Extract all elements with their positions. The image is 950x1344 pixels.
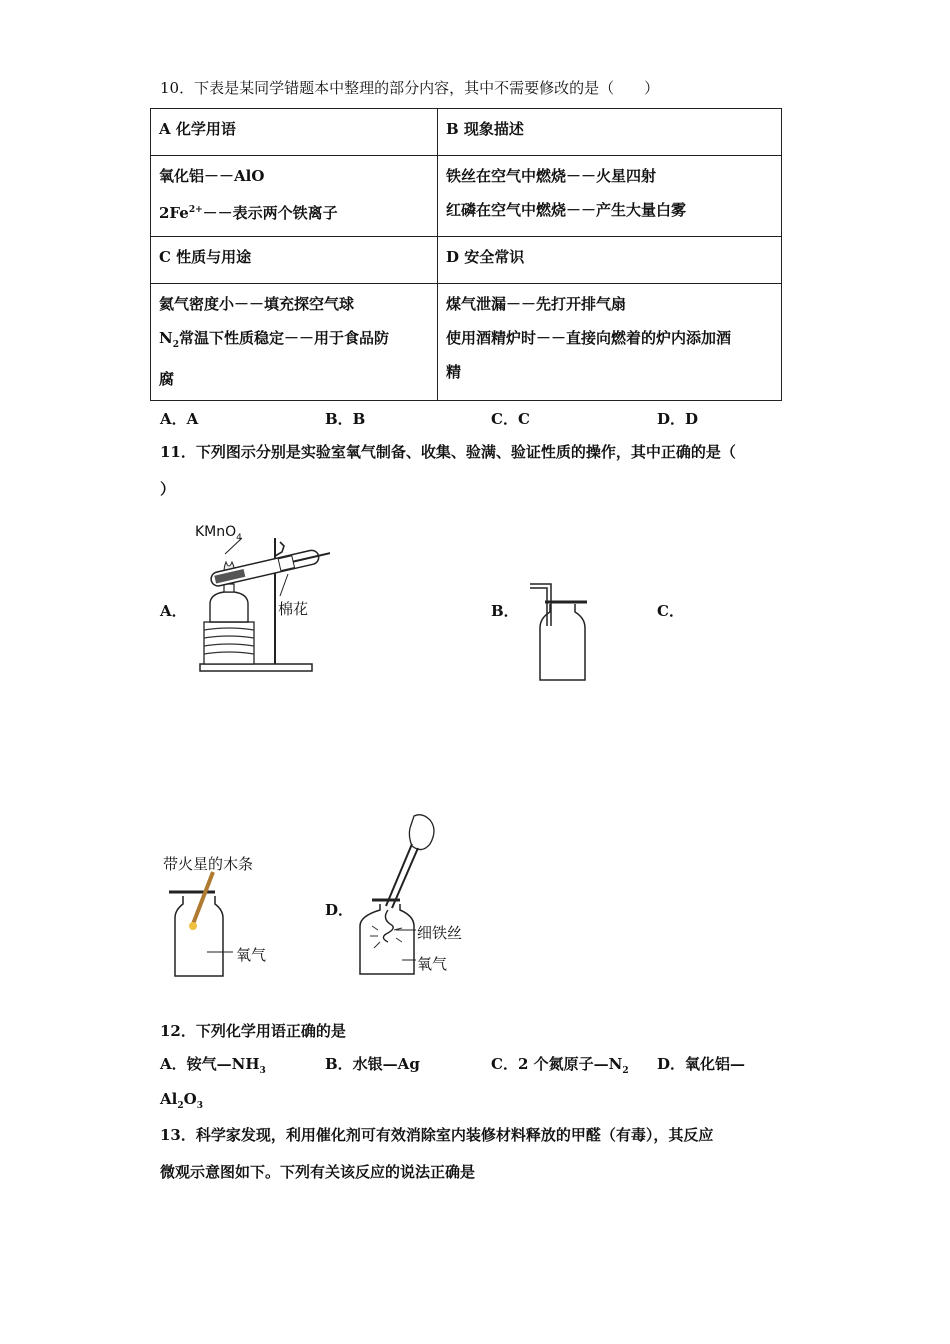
q11-stem-line2: ） — [160, 480, 176, 498]
cell-c-line2: $N_2$常温下性质稳定－－用于食品防 — [159, 329, 389, 350]
q10-option-a[interactable]: A．A — [160, 410, 199, 428]
q13-stem-line2: 微观示意图如下。下列有关该反应的说法正确是 — [160, 1163, 476, 1181]
cell-d-line2: 使用酒精炉时－－直接向燃着的炉内添加酒 — [446, 329, 732, 347]
q12-option-d[interactable]: D．氧化铝— — [657, 1055, 746, 1073]
cell-d-line3: 精 — [446, 363, 462, 381]
cell-d-line1: 煤气泄漏－－先打开排气扇 — [446, 295, 627, 313]
table-header-d: D 安全常识 — [438, 237, 782, 284]
figure-c-oxygen-label: 氧气 — [236, 946, 267, 964]
cell-c-line1: 氦气密度小－－填充探空气球 — [159, 295, 355, 313]
q10-option-b[interactable]: B．B — [325, 410, 366, 428]
q11-option-d[interactable]: D． — [325, 901, 354, 919]
figure-a-kmno4-label: KMnO$_4$ — [195, 524, 242, 543]
q10-stem: 10．下表是某同学错题本中整理的部分内容，其中不需要修改的是（ ） — [160, 79, 660, 97]
table-cell-b — [438, 156, 782, 237]
q13-stem-line1: 13．科学家发现，利用催化剂可有效消除室内装修材料释放的甲醛（有毒），其反应 — [160, 1126, 714, 1144]
table-cell-d — [438, 284, 782, 401]
cell-b-line1: 铁丝在空气中燃烧－－火星四射 — [446, 167, 657, 185]
figure-c-stick-label: 带火星的木条 — [163, 855, 254, 873]
q10-option-c[interactable]: C．C — [491, 410, 530, 428]
cell-a-line1: 氧化铝－－AlO — [159, 167, 265, 185]
table-header-c: C 性质与用途 — [151, 237, 438, 284]
figure-a-cotton-label: 棉花 — [278, 600, 309, 618]
cell-a-line2: $2Fe^{2+}--$表示两个铁离子 — [159, 204, 338, 222]
table-header-a: A 化学用语 — [151, 109, 438, 156]
q11-option-c[interactable]: C． — [657, 602, 684, 620]
figure-b-collection-bottle — [525, 576, 595, 682]
q11-option-b[interactable]: B． — [491, 602, 519, 620]
figure-d-oxygen-label: 氧气 — [417, 955, 448, 973]
q12-option-d-continuation: $Al_2O_3$ — [160, 1090, 203, 1111]
q12-option-a[interactable]: A．铵气$—NH_3$ — [160, 1055, 266, 1076]
cell-c-line3: 腐 — [159, 370, 175, 388]
q11-option-a[interactable]: A． — [160, 602, 187, 620]
q11-stem-line1: 11．下列图示分别是实验室氧气制备、收集、验满、验证性质的操作，其中正确的是（ — [160, 443, 736, 461]
q12-stem: 12．下列化学用语正确的是 — [160, 1022, 346, 1040]
q12-option-c[interactable]: C．2 个氮原子$—N_2$ — [491, 1055, 629, 1076]
cell-b-line2: 红磷在空气中燃烧－－产生大量白雾 — [446, 201, 687, 219]
table-cell-c — [151, 284, 438, 401]
q12-option-b[interactable]: B．水银—Ag — [325, 1055, 420, 1073]
table-header-b: B 现象描述 — [438, 109, 782, 156]
q10-option-d[interactable]: D．D — [657, 410, 699, 428]
q10-table — [150, 108, 782, 401]
figure-d-wire-label: 细铁丝 — [417, 924, 463, 942]
table-cell-a — [151, 156, 438, 237]
